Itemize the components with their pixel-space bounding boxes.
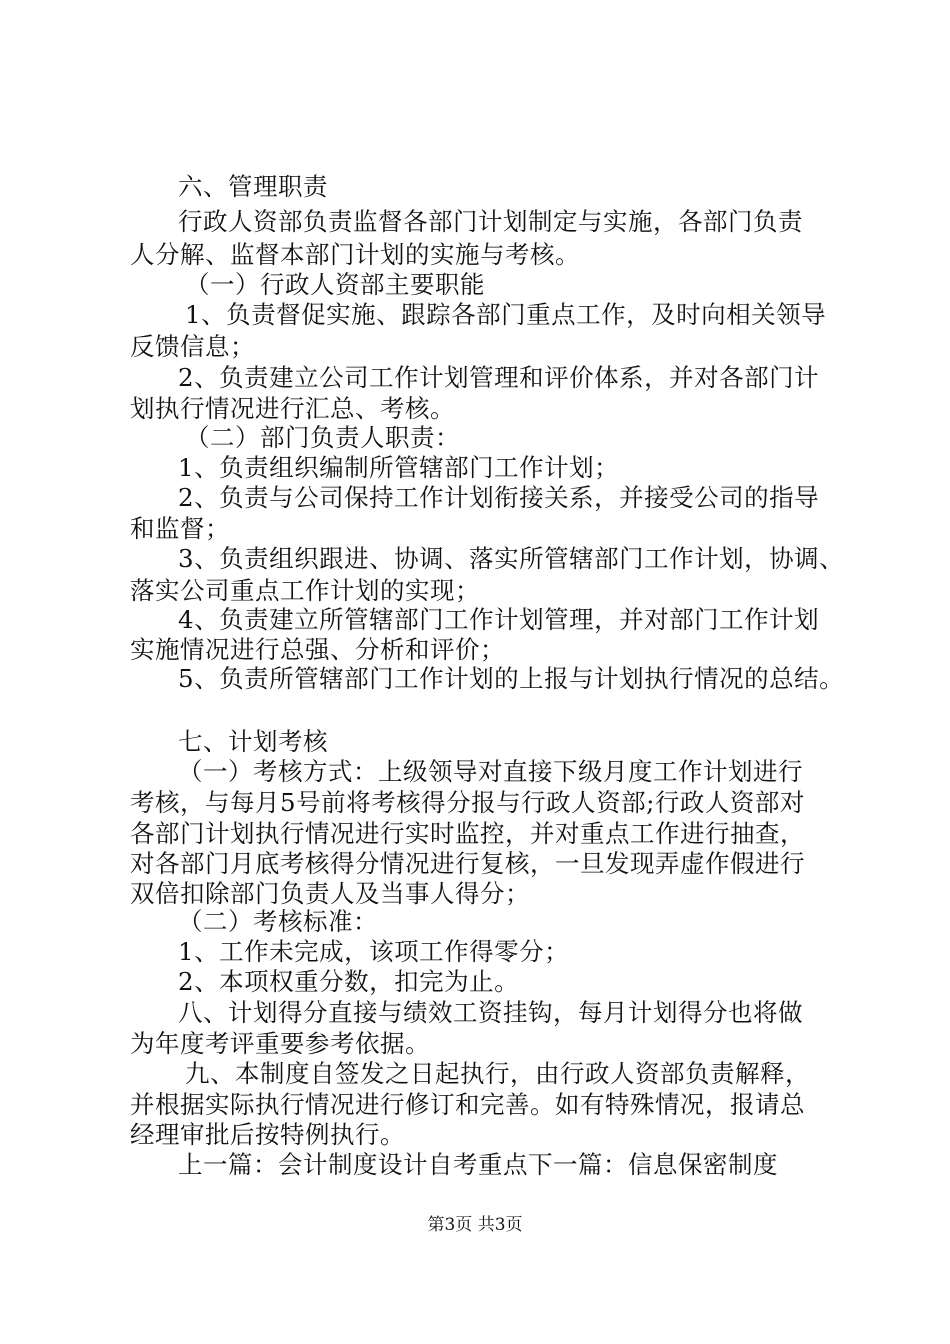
paragraph-line: （一）考核方式：上级领导对直接下级月度工作计划进行 [178,757,803,786]
paragraph-line: 2、负责与公司保持工作计划衔接关系，并接受公司的指导 [178,483,820,512]
paragraph-line: 双倍扣除部门负责人及当事人得分； [130,879,530,908]
paragraph-line: 1、工作未完成，该项工作得零分； [178,937,570,966]
paragraph-line: 并根据实际执行情况进行修订和完善。如有特殊情况，报请总 [130,1090,805,1119]
section-heading-plan-assessment: 七、计划考核 [178,727,328,756]
paragraph-line: 落实公司重点工作计划的实现； [130,576,480,605]
paragraph-line: 3、负责组织跟进、协调、落实所管辖部门工作计划，协调、 [178,544,845,573]
paragraph-line: 考核，与每月5号前将考核得分报与行政人资部;行政人资部对 [130,788,805,817]
paragraph-line: 5、负责所管辖部门工作计划的上报与计划执行情况的总结。 [178,664,845,693]
paragraph-line: 行政人资部负责监督各部门计划制定与实施，各部门负责 [178,207,803,236]
subsection-heading: （二）部门负责人职责： [185,423,460,452]
paragraph-line: 4、负责建立所管辖部门工作计划管理，并对部门工作计划 [178,605,820,634]
paragraph-line: 各部门计划执行情况进行实时监控，并对重点工作进行抽查， [130,819,805,848]
subsection-heading: （二）考核标准： [178,907,378,936]
paragraph-line: 1、负责组织编制所管辖部门工作计划； [178,453,620,482]
paragraph-line: 1、负责督促实施、跟踪各部门重点工作，及时向相关领导 [185,300,827,329]
paragraph-line: 对各部门月底考核得分情况进行复核，一旦发现弄虚作假进行 [130,849,805,878]
paragraph-line: 和监督； [130,514,230,543]
paragraph-line: 实施情况进行总强、分析和评价； [130,635,505,664]
prev-next-article-line: 上一篇：会计制度设计自考重点下一篇：信息保密制度 [178,1150,778,1179]
paragraph-line: 为年度考评重要参考依据。 [130,1029,430,1058]
paragraph-line: 八、计划得分直接与绩效工资挂钩，每月计划得分也将做 [178,998,803,1027]
paragraph-line: 2、负责建立公司工作计划管理和评价体系，并对各部门计 [178,363,820,392]
paragraph-line: 2、本项权重分数，扣完为止。 [178,967,520,996]
page-number-footer: 第3页 共3页 [427,1215,523,1235]
paragraph-line: 九、本制度自签发之日起执行，由行政人资部负责解释， [185,1059,810,1088]
paragraph-line: 划执行情况进行汇总、考核。 [130,394,455,423]
section-heading-management-duties: 六、管理职责 [178,172,328,201]
subsection-heading: （一）行政人资部主要职能 [185,270,485,299]
paragraph-line: 反馈信息； [130,332,255,361]
paragraph-line: 人分解、监督本部门计划的实施与考核。 [130,240,580,269]
paragraph-line: 经理审批后按特例执行。 [130,1120,405,1149]
